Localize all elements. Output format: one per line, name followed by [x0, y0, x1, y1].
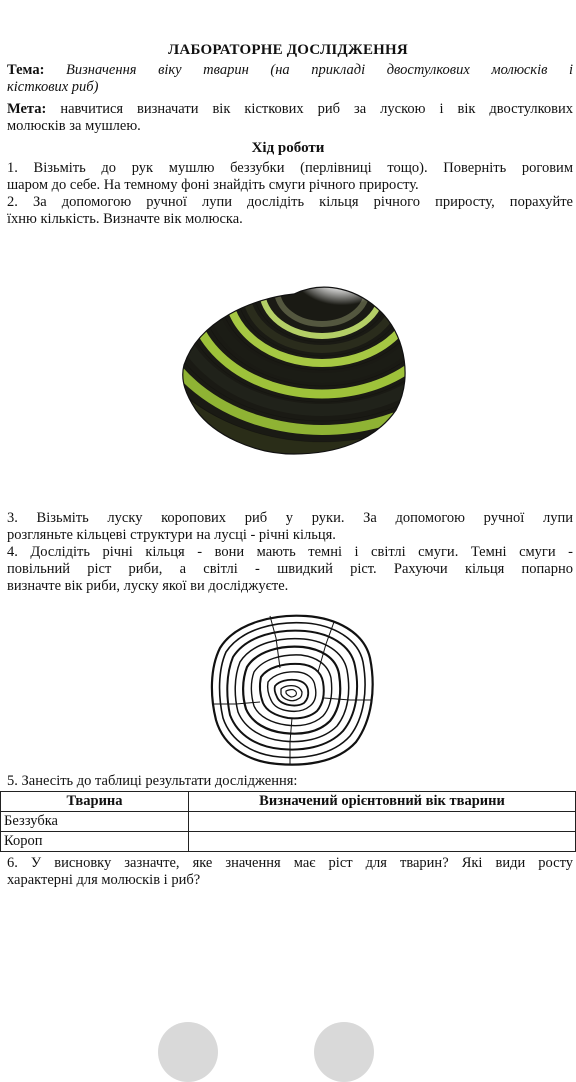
goal-text-line-1: навчитися визначати вік кісткових риб за лускою і вік двостулкових: [60, 101, 573, 117]
scroll-shadow-right: [314, 1022, 374, 1082]
step-line: розгляньте кільцеві структури на лусці - річні кільця.: [7, 527, 336, 543]
cell-animal: Короп: [1, 832, 189, 852]
step-line: повільний ріст риби, а світлі - швидкий ріст. Рахуючи кільця попарно: [7, 561, 573, 577]
topic-text-line-1: Визначення віку тварин (на прикладі двостулкових молюсків і: [66, 62, 573, 78]
cell-age-input[interactable]: [189, 812, 576, 832]
goal-paragraph: [7, 101, 573, 135]
step-line: 3. Візьміть луску коропових риб у руки. За допомогою ручної лупи: [7, 510, 573, 526]
table-row: [1, 812, 576, 832]
steps-3-4: [7, 510, 573, 595]
fish-scale-image: [206, 608, 376, 768]
step-line: 2. За допомогою ручної лупи дослідіть кільця річного приросту, порахуйте: [7, 194, 573, 210]
mussel-shell-image: [174, 270, 414, 460]
goal-label: Мета:: [7, 101, 47, 117]
step-line: характерні для молюсків і риб?: [7, 872, 201, 888]
steps-1-2: [7, 160, 573, 228]
cell-age-input[interactable]: [189, 832, 576, 852]
step-line: 4. Дослідіть річні кільця - вони мають темні і світлі смуги. Темні смуги -: [7, 544, 573, 560]
step-line: шаром до себе. На темному фоні знайдіть смуги річного приросту.: [7, 177, 419, 193]
table-header-row: [1, 792, 576, 812]
step-6: [7, 855, 573, 889]
procedure-heading: Хід роботи: [251, 140, 325, 156]
step-line: 6. У висновку зазначте, яке значення має ріст для тварин? Які види росту: [7, 855, 573, 871]
goal-text-line-2: молюсків за мушлею.: [7, 118, 141, 134]
topic-paragraph: [7, 62, 573, 96]
table-row: [1, 832, 576, 852]
step-5: 5. Занесіть до таблиці результати дослідження:: [7, 773, 298, 789]
step-line: визначте вік риби, луску якої ви досліджуєте.: [7, 578, 289, 594]
cell-animal: Беззубка: [1, 812, 189, 832]
results-table: [0, 791, 576, 852]
topic-text-line-2: кісткових риб): [7, 79, 99, 95]
step-line: 1. Візьміть до рук мушлю беззубки (перлівниці тощо). Поверніть роговим: [7, 160, 573, 176]
document-title: ЛАБОРАТОРНЕ ДОСЛІДЖЕННЯ: [168, 42, 408, 58]
topic-label: Тема:: [7, 62, 45, 78]
scroll-shadow-left: [158, 1022, 218, 1082]
header-animal: Тварина: [1, 792, 189, 812]
step-line: їхню кількість. Визначте вік молюска.: [7, 211, 243, 227]
header-age: Визначений орієнтовний вік тварини: [189, 792, 576, 812]
